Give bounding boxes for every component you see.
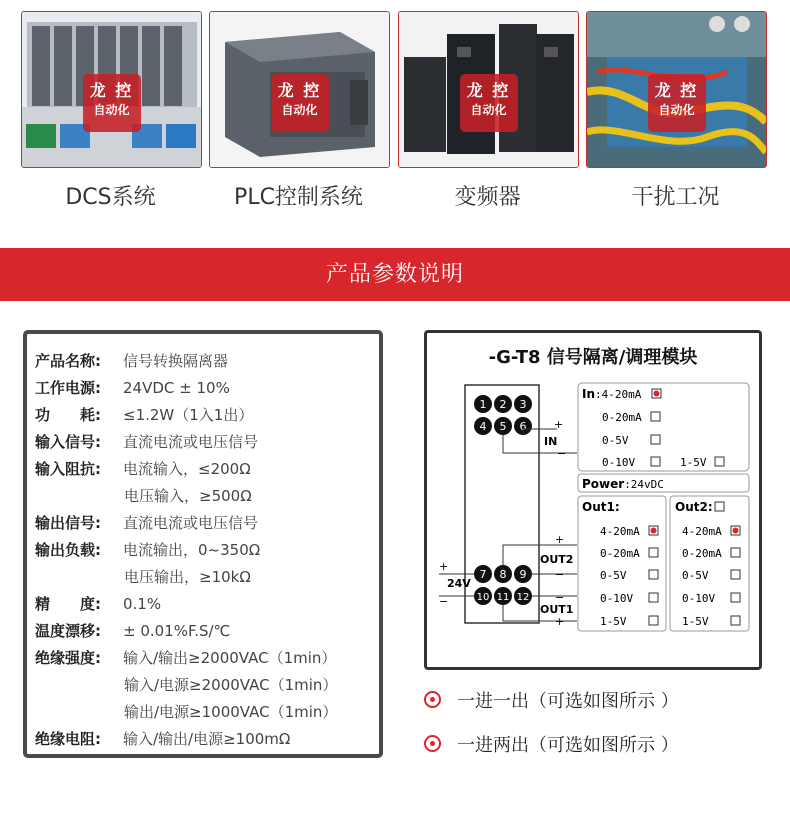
pin-label: 9 <box>519 568 527 581</box>
pin-label: 3 <box>519 398 527 411</box>
interference-caption: 干扰工况 <box>631 185 720 210</box>
spec-key: 输出信号: <box>35 514 101 532</box>
input-option: 1-5V <box>680 456 707 469</box>
pin-label: 1 <box>479 398 487 411</box>
brand-badge <box>460 74 518 132</box>
v24-minus: − <box>439 595 449 608</box>
checkbox <box>731 548 740 557</box>
wiring-diagram <box>424 330 762 670</box>
spec-row-input-impedance <box>35 458 251 479</box>
spec-key: 绝缘强度: <box>35 649 101 667</box>
spec-row-power <box>35 377 230 398</box>
badge-line1: 龙 控 <box>654 81 699 100</box>
input-first-option: In:4-20mA <box>582 387 642 401</box>
dcs-caption: DCS系统 <box>65 185 156 210</box>
out1-option: 4-20mA <box>600 525 640 538</box>
in-minus: − <box>557 447 567 460</box>
pin-label: 6 <box>519 420 527 433</box>
check-mark <box>654 391 660 397</box>
power-text: Power:24vDC <box>582 477 664 491</box>
out1-option: 0-20mA <box>600 547 640 560</box>
spec-key: 温度漂移: <box>35 622 101 640</box>
spec-value: ± 0.01%F.S/℃ <box>123 622 231 640</box>
spec-value: ≤1.2W（1入1出） <box>123 406 254 424</box>
out1-option: 0-5V <box>600 569 627 582</box>
spec-row-output-signal <box>35 512 258 533</box>
spec-row-insulation-resistance <box>35 728 290 749</box>
inverter-caption: 变频器 <box>454 185 521 210</box>
interference-photo <box>586 11 767 168</box>
badge-line1: 龙 控 <box>89 81 134 100</box>
checkbox <box>649 570 658 579</box>
input-option: 0-5V <box>602 434 629 447</box>
out2-option: 0-20mA <box>682 547 722 560</box>
out2-plus: + <box>555 533 565 546</box>
out1-label: OUT1 <box>540 603 574 616</box>
spec-row-insulation-strength <box>35 647 336 668</box>
badge-line1: 龙 控 <box>277 81 322 100</box>
v24-plus: + <box>439 560 449 573</box>
in-plus: + <box>554 418 564 431</box>
badge-line2: 自动化 <box>658 103 695 117</box>
dcs-photo <box>21 11 202 168</box>
pin-label: 10 <box>476 592 490 603</box>
spec-continuation: 输出/电源≥1000VAC（1min） <box>124 703 338 721</box>
spec-continuation: 电压输入，≥500Ω <box>124 487 252 505</box>
bullet-circle-icon <box>424 735 441 752</box>
out1-header: Out1: <box>582 500 620 514</box>
checkbox <box>651 435 660 444</box>
spec-key: 功 耗: <box>35 406 101 424</box>
checkbox <box>651 457 660 466</box>
spec-continuation: 输入/电源≥2000VAC（1min） <box>124 676 338 694</box>
spec-value: 输入/输出≥2000VAC（1min） <box>123 649 337 667</box>
out1-options-box <box>578 496 666 631</box>
spec-row-name <box>35 350 228 371</box>
checkbox <box>649 616 658 625</box>
spec-key: 输入信号: <box>35 433 101 451</box>
pin-label: 11 <box>496 592 510 603</box>
spec-continuation: 电压输出，≥10kΩ <box>124 568 251 586</box>
out1-option: 0-10V <box>600 592 634 605</box>
spec-value: 0.1% <box>123 595 162 613</box>
out1-option: 1-5V <box>600 615 627 628</box>
spec-key: 输出负载: <box>35 541 101 559</box>
brand-badge <box>83 74 141 132</box>
plc-photo <box>209 11 390 168</box>
spec-value: 电流输入，≤200Ω <box>123 460 251 478</box>
brand-badge <box>648 74 706 132</box>
pin-label: 12 <box>516 592 530 603</box>
spec-row-accuracy <box>35 593 161 614</box>
check-mark <box>651 528 657 534</box>
bullet-circle-icon <box>424 691 441 708</box>
badge-line2: 自动化 <box>93 103 130 117</box>
out1-minus: − <box>555 591 565 604</box>
spec-key: 输入阻抗: <box>35 460 101 478</box>
spec-value: 输入/输出/电源≥100mΩ <box>123 730 291 748</box>
note-text: 一进一出（可选如图所示 ） <box>457 691 679 712</box>
out2-label: OUT2 <box>540 553 574 566</box>
spec-row-input-signal <box>35 431 258 452</box>
inverter-photo <box>398 11 579 168</box>
in-label: IN <box>544 435 558 448</box>
wiring-svg <box>427 333 759 667</box>
out2-options-box <box>670 496 749 631</box>
badge-line2: 自动化 <box>281 103 318 117</box>
spec-row-output-load <box>35 539 260 560</box>
checkbox <box>715 457 724 466</box>
pin-label: 8 <box>499 568 507 581</box>
spec-value: 电流输出，0~350Ω <box>123 541 261 559</box>
badge-line1: 龙 控 <box>466 81 511 100</box>
checkbox <box>731 616 740 625</box>
spec-key: 工作电源: <box>35 379 101 397</box>
input-option: 0-10V <box>602 456 636 469</box>
spec-row-consumption <box>35 404 253 425</box>
spec-value: 信号转换隔离器 <box>123 352 229 370</box>
spec-value: 24VDC ± 10% <box>123 379 230 397</box>
brand-badge <box>271 74 329 132</box>
note-one-in-two-out <box>424 731 679 757</box>
badge-line2: 自动化 <box>470 103 507 117</box>
section-banner <box>0 248 790 301</box>
checkbox <box>715 502 724 511</box>
checkbox <box>731 593 740 602</box>
note-text: 一进两出（可选如图所示 ） <box>457 735 679 756</box>
out2-option: 0-5V <box>682 569 709 582</box>
diagram-title: -G-T8 信号隔离/调理模块 <box>488 347 698 368</box>
checkbox <box>649 593 658 602</box>
spec-panel <box>23 330 383 758</box>
out2-option: 0-10V <box>682 592 716 605</box>
note-one-in-one-out <box>424 687 679 713</box>
spec-value: 直流电流或电压信号 <box>123 433 259 451</box>
spec-key: 产品名称: <box>35 352 101 370</box>
out2-option: 4-20mA <box>682 525 722 538</box>
out1-plus: + <box>555 615 565 628</box>
pin-label: 2 <box>499 398 507 411</box>
v24-label: 24V <box>447 577 471 590</box>
application-photos <box>0 11 790 171</box>
checkbox <box>651 412 660 421</box>
plc-caption: PLC控制系统 <box>234 185 363 210</box>
out2-minus: − <box>555 568 565 581</box>
out2-option: 1-5V <box>682 615 709 628</box>
out2-header: Out2: <box>675 500 713 514</box>
pin-label: 7 <box>479 568 487 581</box>
section-title: 产品参数说明 <box>325 262 464 287</box>
checkbox <box>649 548 658 557</box>
input-option: 0-20mA <box>602 411 642 424</box>
spec-key: 绝缘电阻: <box>35 730 101 748</box>
check-mark <box>733 528 739 534</box>
pin-label: 4 <box>479 420 487 433</box>
spec-row-drift <box>35 620 230 641</box>
pin-label: 5 <box>499 420 507 433</box>
spec-value: 直流电流或电压信号 <box>123 514 259 532</box>
checkbox <box>731 570 740 579</box>
spec-key: 精 度: <box>35 595 101 613</box>
